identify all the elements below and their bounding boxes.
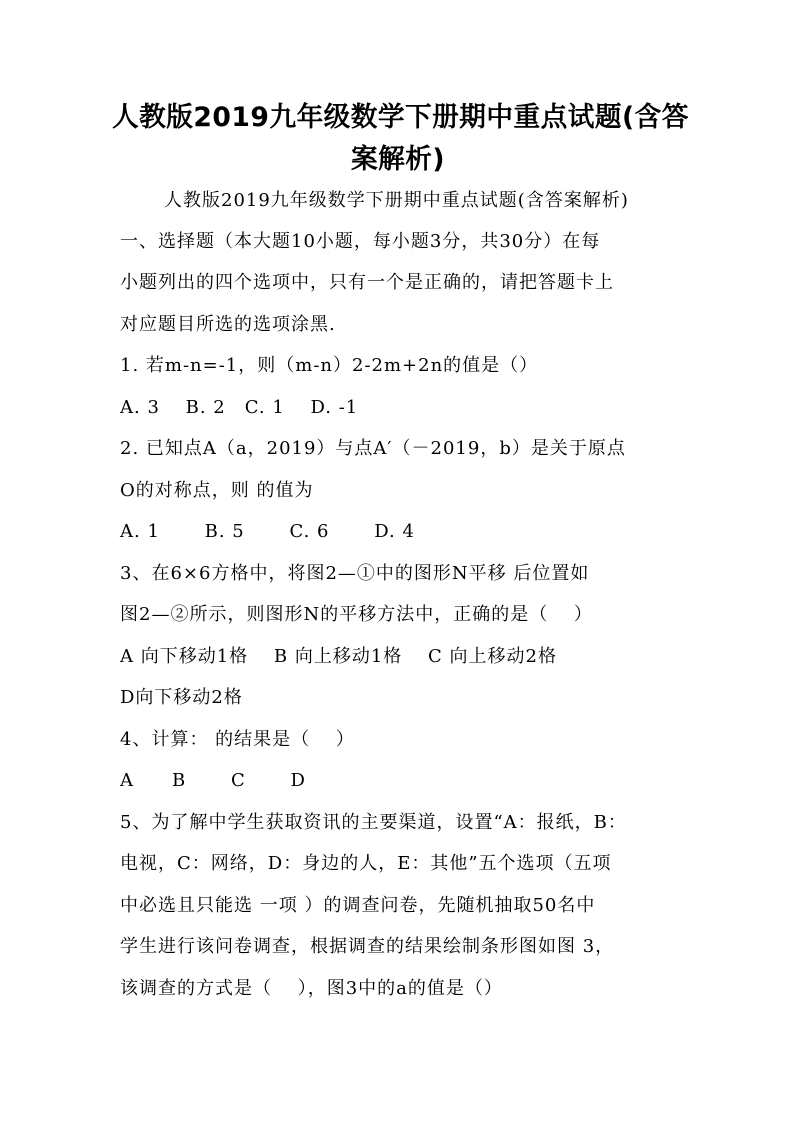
- question-5-line-5: 该调查的方式是（ ），图3中的a的值是（）: [120, 978, 503, 999]
- question-2-options: A. 1 B. 5 C. 6 D. 4: [120, 521, 415, 542]
- intro-line: 人教版2019九年级数学下册期中重点试题(含答案解析): [164, 190, 629, 211]
- question-1-options: A. 3 B. 2 C. 1 D. -1: [120, 397, 359, 418]
- question-2-line-1: 2. 已知点A（a，2019）与点A′（－2019，b）是关于原点: [120, 438, 626, 459]
- section-header-line-3: 对应题目所选的选项涂黑.: [120, 314, 336, 335]
- question-3-line-2: 图2—②所示，则图形N的平移方法中，正确的是（ ）: [120, 604, 593, 625]
- document-title-line-1: 人教版2019九年级数学下册期中重点试题(含答: [112, 102, 689, 133]
- question-5-line-4: 学生进行该问卷调查，根据调查的结果绘制条形图如图 3，: [120, 936, 615, 957]
- question-3-options-line-1: A 向下移动1格 B 向上移动1格 C 向上移动2格: [120, 646, 557, 667]
- question-5-line-1: 5、为了解中学生获取资讯的主要渠道，设置“A：报纸，B：: [120, 812, 627, 833]
- question-1: 1. 若m-n=-1，则（m-n）2-2m+2n的值是（）: [120, 355, 539, 376]
- question-3-line-1: 3、在6×6方格中，将图2—①中的图形N平移 后位置如: [120, 563, 590, 584]
- question-3-options-line-2: D向下移动2格: [120, 687, 243, 708]
- question-5-line-3: 中必选且只能选 一项 ）的调查问卷，先随机抽取50名中: [120, 895, 596, 916]
- section-header-line-1: 一、选择题（本大题10小题，每小题3分，共30分）在每: [120, 231, 601, 252]
- question-5-line-2: 电视，C：网络，D：身边的人，E：其他”五个选项（五项: [120, 853, 612, 874]
- question-4-options: A B C D: [120, 770, 306, 791]
- question-2-line-2: O的对称点，则 的值为: [120, 480, 314, 501]
- document-title-line-2: 案解析): [350, 144, 446, 175]
- section-header-line-2: 小题列出的四个选项中，只有一个是正确的，请把答题卡上: [120, 272, 614, 293]
- question-4: 4、计算： 的结果是（ ）: [120, 729, 355, 750]
